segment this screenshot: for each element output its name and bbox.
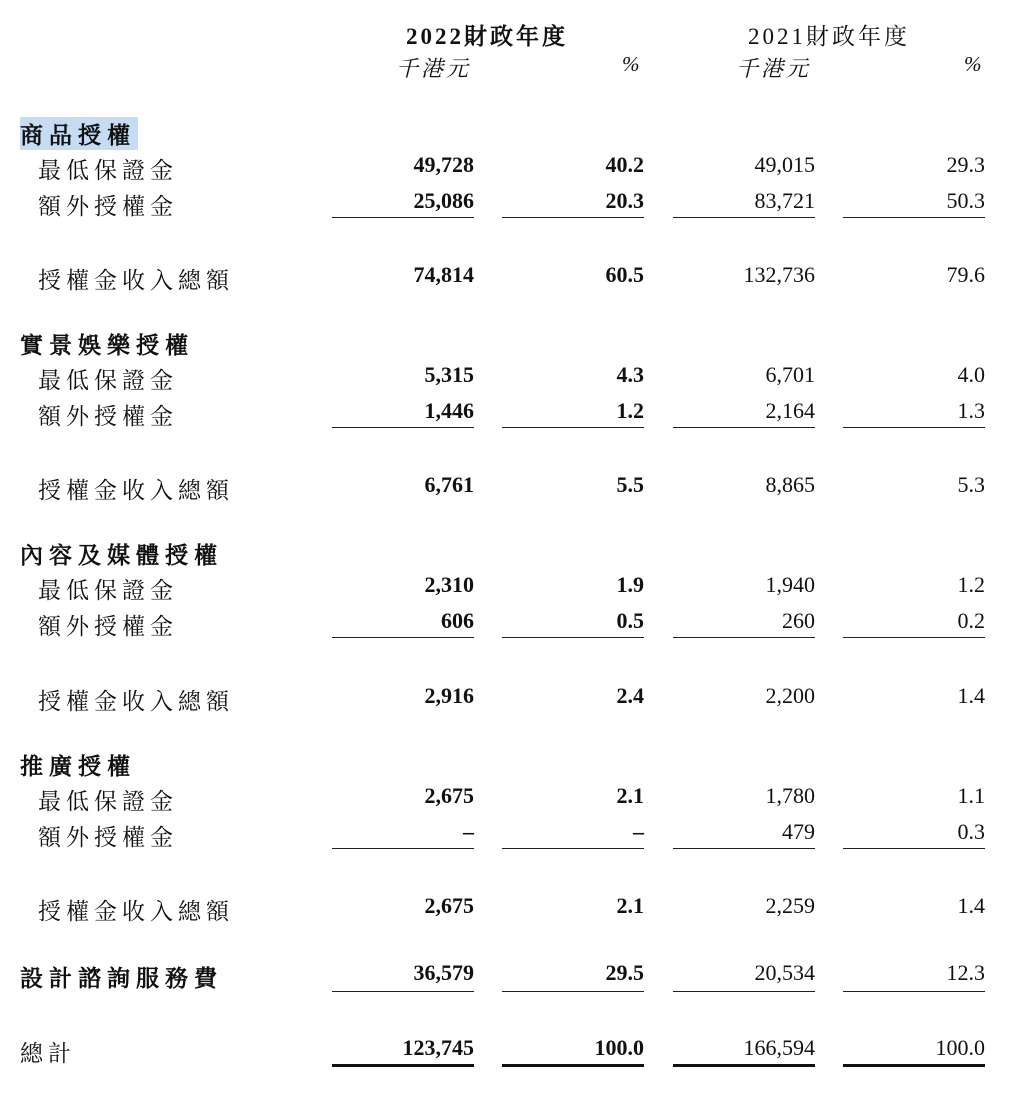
row-label: 額外授權金 xyxy=(38,614,178,639)
table-row xyxy=(0,396,1016,430)
double-underline xyxy=(332,1064,474,1067)
value-2022: 123,745 xyxy=(402,1035,474,1060)
pct-2021: 50.3 xyxy=(946,188,985,213)
value-2021: 260 xyxy=(782,608,815,633)
section-heading xyxy=(0,115,1016,149)
total-row xyxy=(0,891,1016,925)
table-row xyxy=(0,570,1016,604)
subtotal-rule xyxy=(673,848,815,849)
pct-2022: 100.0 xyxy=(594,1035,644,1060)
header-pct-2022: % xyxy=(622,52,640,76)
row-label: 授權金收入總額 xyxy=(38,268,234,293)
section-title: 商品授權 xyxy=(20,117,138,150)
pct-2022: – xyxy=(633,819,644,844)
pct-2022: 60.5 xyxy=(605,262,644,287)
pct-2022: 4.3 xyxy=(616,362,644,387)
pct-2022: 20.3 xyxy=(605,188,644,213)
value-2021: 1,780 xyxy=(765,783,815,808)
value-2022: 6,761 xyxy=(424,472,474,497)
table-row xyxy=(0,781,1016,815)
subtotal-rule xyxy=(673,217,815,218)
value-2022: 1,446 xyxy=(424,398,474,423)
pct-2021: 100.0 xyxy=(935,1035,985,1060)
row-label: 額外授權金 xyxy=(38,825,178,850)
section-title: 推廣授權 xyxy=(20,754,136,779)
value-2021: 479 xyxy=(782,819,815,844)
value-2021: 49,015 xyxy=(754,152,815,177)
value-2022: 2,675 xyxy=(424,783,474,808)
subtotal-rule xyxy=(502,848,644,849)
pct-2022: 2.1 xyxy=(616,783,644,808)
total-rule xyxy=(843,991,985,992)
pct-2022: 29.5 xyxy=(605,960,644,985)
subtotal-rule xyxy=(332,427,474,428)
total-rule xyxy=(502,991,644,992)
subtotal-rule xyxy=(843,637,985,638)
subtotal-rule xyxy=(502,637,644,638)
value-2022: 74,814 xyxy=(413,262,474,287)
value-2022: 2,310 xyxy=(424,572,474,597)
subtotal-rule xyxy=(332,637,474,638)
subtotal-rule xyxy=(332,848,474,849)
table-row xyxy=(0,606,1016,640)
value-2021: 6,701 xyxy=(765,362,815,387)
section-heading xyxy=(0,325,1016,359)
table-row xyxy=(0,817,1016,851)
pct-2021: 0.3 xyxy=(957,819,985,844)
subtotal-rule xyxy=(673,427,815,428)
table-row xyxy=(0,360,1016,394)
value-2021: 166,594 xyxy=(743,1035,815,1060)
pct-2022: 1.2 xyxy=(616,398,644,423)
value-2022: 5,315 xyxy=(424,362,474,387)
row-label: 總計 xyxy=(20,1041,76,1066)
row-label: 授權金收入總額 xyxy=(38,899,234,924)
design-fee-row xyxy=(0,958,1016,992)
row-label: 額外授權金 xyxy=(38,404,178,429)
pct-2021: 1.3 xyxy=(957,398,985,423)
section-title: 實景娛樂授權 xyxy=(20,333,194,358)
subtotal-rule xyxy=(673,637,815,638)
total-rule xyxy=(332,991,474,992)
total-row xyxy=(0,260,1016,294)
grand-total-row xyxy=(0,1033,1016,1067)
total-rule xyxy=(673,991,815,992)
section-heading xyxy=(0,535,1016,569)
value-2021: 1,940 xyxy=(765,572,815,597)
pct-2021: 1.4 xyxy=(957,893,985,918)
row-label: 授權金收入總額 xyxy=(38,478,234,503)
value-2021: 2,200 xyxy=(765,683,815,708)
value-2022: 2,675 xyxy=(424,893,474,918)
value-2022: 25,086 xyxy=(413,188,474,213)
table-row xyxy=(0,150,1016,184)
double-underline xyxy=(843,1064,985,1067)
value-2021: 8,865 xyxy=(765,472,815,497)
row-label: 最低保證金 xyxy=(38,368,178,393)
header-year-2022: 2022財政年度 xyxy=(406,24,568,49)
subtotal-rule xyxy=(502,217,644,218)
double-underline xyxy=(673,1064,815,1067)
subtotal-rule xyxy=(843,848,985,849)
row-label: 設計諮詢服務費 xyxy=(20,966,223,991)
row-label: 最低保證金 xyxy=(38,158,178,183)
value-2021: 83,721 xyxy=(754,188,815,213)
value-2021: 132,736 xyxy=(743,262,815,287)
pct-2021: 0.2 xyxy=(957,608,985,633)
row-label: 最低保證金 xyxy=(38,789,178,814)
pct-2021: 79.6 xyxy=(946,262,985,287)
pct-2021: 1.1 xyxy=(957,783,985,808)
pct-2022: 5.5 xyxy=(616,472,644,497)
pct-2021: 1.2 xyxy=(957,572,985,597)
value-2021: 20,534 xyxy=(754,960,815,985)
pct-2021: 4.0 xyxy=(957,362,985,387)
value-2022: 2,916 xyxy=(424,683,474,708)
pct-2022: 0.5 xyxy=(616,608,644,633)
value-2022: 36,579 xyxy=(413,960,474,985)
header-year-2021: 2021財政年度 xyxy=(748,24,910,49)
header-unit-2022: 千港元 xyxy=(396,56,472,81)
pct-2022: 2.1 xyxy=(616,893,644,918)
double-underline xyxy=(502,1064,644,1067)
row-label: 授權金收入總額 xyxy=(38,689,234,714)
pct-2021: 5.3 xyxy=(957,472,985,497)
value-2022: 606 xyxy=(441,608,474,633)
table-row xyxy=(0,186,1016,220)
pct-2021: 12.3 xyxy=(946,960,985,985)
pct-2021: 1.4 xyxy=(957,683,985,708)
pct-2022: 2.4 xyxy=(616,683,644,708)
row-label: 額外授權金 xyxy=(38,194,178,219)
section-title: 內容及媒體授權 xyxy=(20,543,223,568)
value-2022: 49,728 xyxy=(413,152,474,177)
value-2021: 2,164 xyxy=(765,398,815,423)
pct-2021: 29.3 xyxy=(946,152,985,177)
row-label: 最低保證金 xyxy=(38,578,178,603)
value-2021: 2,259 xyxy=(765,893,815,918)
total-row xyxy=(0,681,1016,715)
subtotal-rule xyxy=(332,217,474,218)
subtotal-rule xyxy=(502,427,644,428)
header-unit-2021: 千港元 xyxy=(736,56,812,81)
value-2022: – xyxy=(463,819,474,844)
pct-2022: 1.9 xyxy=(616,572,644,597)
subtotal-rule xyxy=(843,217,985,218)
section-heading xyxy=(0,746,1016,780)
subtotal-rule xyxy=(843,427,985,428)
header-pct-2021: % xyxy=(964,52,982,76)
total-row xyxy=(0,470,1016,504)
pct-2022: 40.2 xyxy=(605,152,644,177)
